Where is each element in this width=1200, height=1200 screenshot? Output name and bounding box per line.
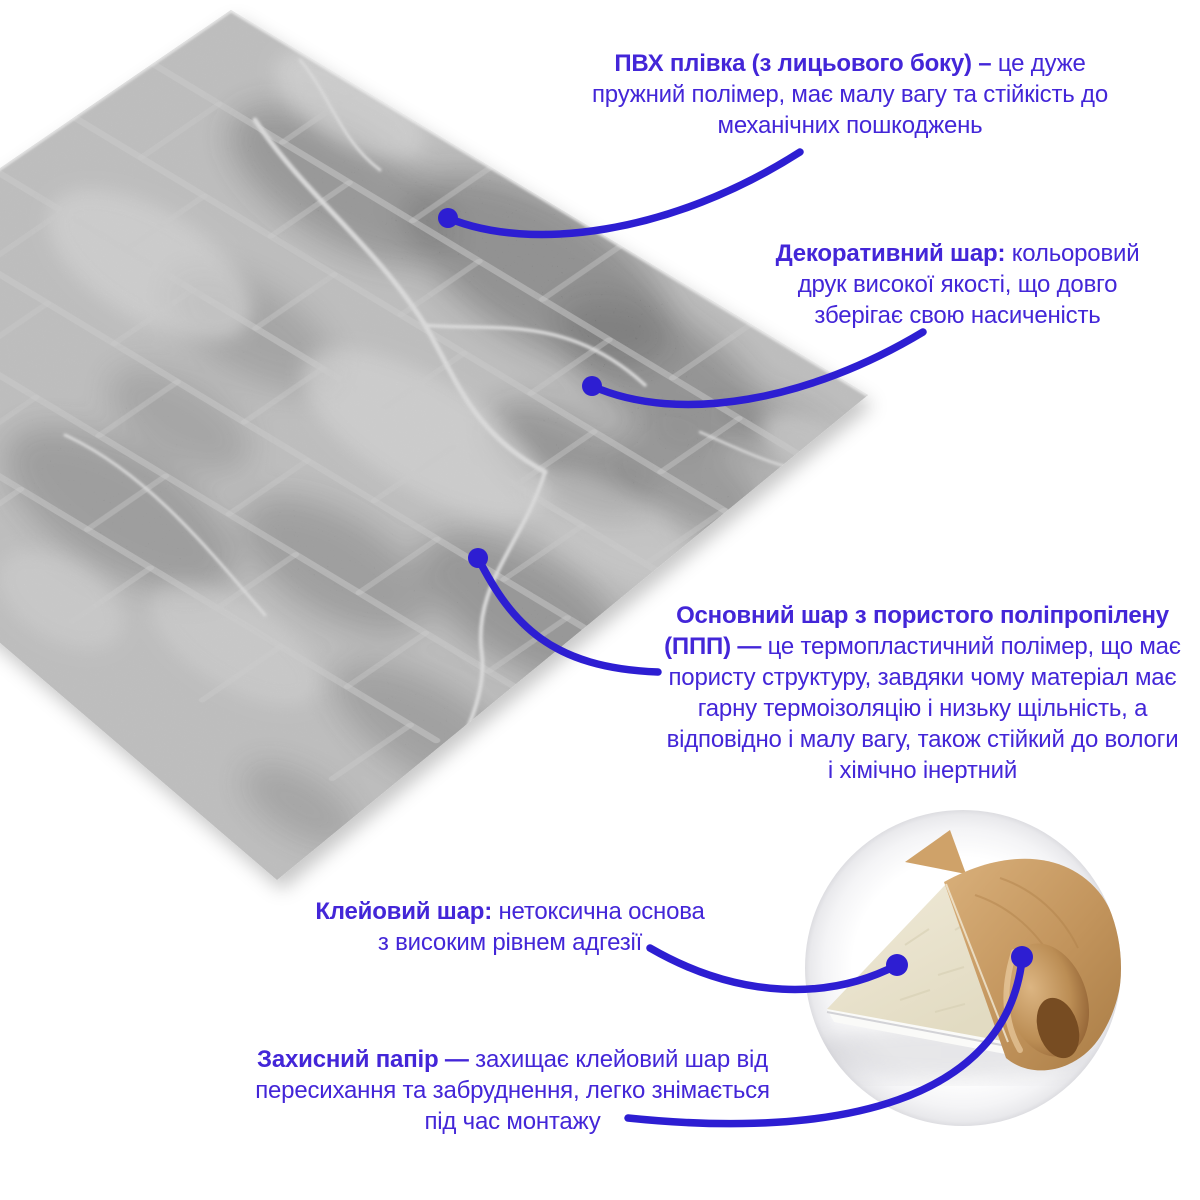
callout-text: захищає клейовий шар від	[468, 1046, 768, 1073]
callout-line: пористу структуру, завдяки чому матеріал має	[668, 664, 1177, 691]
adhesive-inset-photo	[805, 810, 1122, 1126]
callout-line	[235, 1044, 790, 1075]
callout-line: зберігає свою насиченість	[814, 302, 1101, 329]
callout-glue-layer	[235, 896, 785, 958]
callout-line	[235, 896, 785, 927]
callout-dot-glue	[886, 954, 908, 976]
callout-dot-base	[468, 548, 488, 568]
callout-term: (ППП) —	[664, 633, 762, 660]
callout-text: це термопластичний полімер, що має	[761, 633, 1181, 660]
callout-term: Клейовий шар:	[315, 898, 492, 925]
callout-line: і хімічно інертний	[827, 757, 1018, 784]
callout-term: ПВХ плівка (з лицьового боку) –	[614, 50, 992, 77]
callout-term: Захисний папір —	[257, 1046, 469, 1073]
callout-pvc-film	[570, 48, 1130, 141]
callout-text: кольоровий	[1005, 240, 1140, 267]
callout-dot-paper	[1011, 946, 1033, 968]
callout-term: Декоративний шар:	[775, 240, 1006, 267]
callout-line: механічних пошкоджень	[717, 112, 983, 139]
callout-line: пружний полімер, має малу вагу та стійкість до	[592, 81, 1108, 108]
callout-decorative-layer	[680, 238, 1200, 331]
callout-line: гарну термоізоляцію і низьку щільність, а	[697, 695, 1148, 722]
callout-text: нетоксична основа	[492, 898, 705, 925]
callout-line	[570, 48, 1130, 79]
callout-line	[640, 600, 1200, 631]
callout-line	[680, 238, 1200, 269]
callout-line	[640, 631, 1200, 662]
callout-dot-pvc	[438, 208, 458, 228]
callout-line: пересихання та забруднення, легко знімається	[255, 1077, 770, 1104]
callout-base-layer	[640, 600, 1200, 786]
callout-term: Основний шар з пористого поліпропілену	[676, 602, 1169, 629]
callout-protective-paper	[235, 1044, 790, 1137]
callout-dot-decor	[582, 376, 602, 396]
callout-line: друк високої якості, що довго	[797, 271, 1118, 298]
callout-line: відповідно і малу вагу, також стійкий до вологи	[666, 726, 1179, 753]
callout-text: це дуже	[991, 50, 1086, 77]
callout-line: з високим рівнем адгезії	[377, 929, 643, 956]
callout-line: під час монтажу	[424, 1108, 601, 1135]
